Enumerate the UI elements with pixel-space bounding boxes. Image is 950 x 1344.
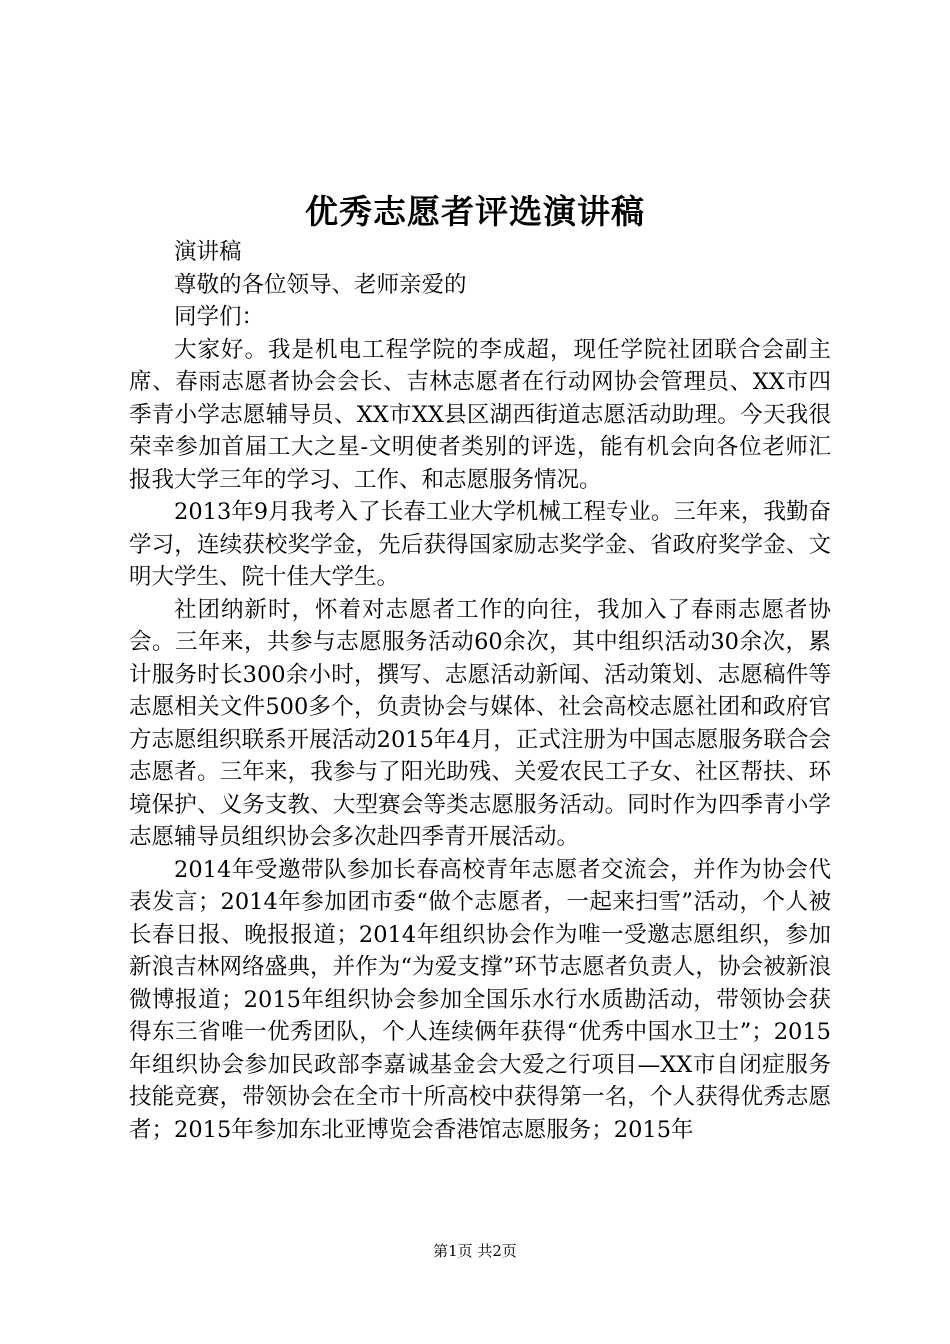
paragraph-study: 2013年9月我考入了长春工业大学机械工程专业。三年来，我勤奋学习，连续获校奖学金，先后获得国家励志奖学金、省政府奖学金、文明大学生、院十佳大学生。	[129, 499, 831, 590]
paragraph-introduction: 大家好。我是机电工程学院的李成超，现任学院社团联合会副主席、春雨志愿者协会会长、吉林志愿者在行动网协会管理员、XX市四季青小学志愿辅导员、XX市XX县区湖西街道志愿活动助理。今天我很荣幸参加首届工大之星-文明使者类别的评选，能有机会向各位老师汇报我大学三年的学习、工作、和志愿服务情况。	[129, 336, 831, 493]
page-footer: 第1页 共2页	[433, 1242, 517, 1260]
paragraph-salutation-heading: 演讲稿	[174, 239, 242, 265]
paragraph-achievements: 2014年受邀带队参加长春高校青年志愿者交流会，并作为协会代表发言；2014年参加团市委“做个志愿者，一起来扫雪”活动，个人被长春日报、晚报报道；2014年组织协会作为唯一受邀志愿组织，参加新浪吉林网络盛典，并作为“为爱支撑”环节志愿者负责人，协会被新浪微博报道；2015年组织协会参加全国乐水行水质勘活动，带领协会获得东三省唯一优秀团队，个人连续俩年获得“优秀中国水卫士”；2015年组织协会参加民政部李嘉诚基金会大爱之行项目—XX市自闭症服务技能竞赛，带领协会在全市十所高校中获得第一名，个人获得优秀志愿者；2015年参加东北亚博览会香港馆志愿服务；2015年	[129, 856, 831, 1143]
paragraph-volunteer-work: 社团纳新时，怀着对志愿者工作的向往，我加入了春雨志愿者协会。三年来，共参与志愿服务活动60余次，其中组织活动30余次，累计服务时长300余小时，撰写、志愿活动新闻、活动策划、志愿稿件等志愿相关文件500多个，负责协会与媒体、社会高校志愿社团和政府官方志愿组织联系开展活动2015年4月，正式注册为中国志愿服务联合会志愿者。三年来，我参与了阳光助残、关爱农民工子女、社区帮扶、环境保护、义务支教、大型赛会等类志愿服务活动。同时作为四季青小学志愿辅导员组织协会多次赴四季青开展活动。	[129, 596, 831, 850]
document-title: 优秀志愿者评选演讲稿	[305, 192, 645, 231]
paragraph-salutation-2: 同学们：	[174, 304, 265, 330]
paragraph-salutation-1: 尊敬的各位领导、老师亲爱的	[174, 271, 467, 298]
document-body	[129, 236, 831, 1146]
